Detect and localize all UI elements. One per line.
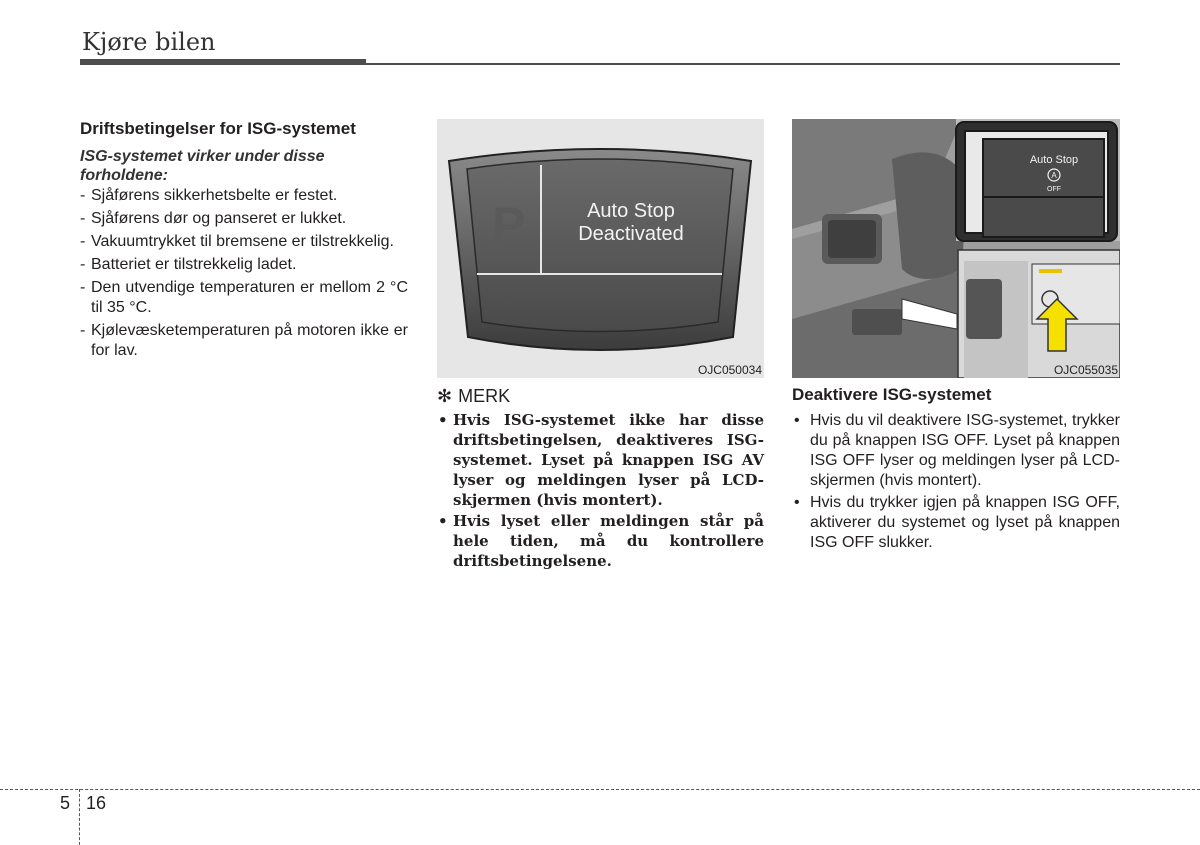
- operating-conditions-section: [80, 118, 408, 364]
- list-item: - Den utvendige temperaturen er mellom 2 °C til 35 °C.: [80, 278, 408, 318]
- note-box: [437, 386, 764, 572]
- cluster-display-illustration: [437, 119, 764, 378]
- header-rule-thin: [366, 63, 1120, 65]
- section-heading: Deaktivere ISG-systemet: [792, 385, 992, 404]
- section-subheading: ISG-systemet virker under disse forholdene:: [80, 148, 325, 184]
- section-number: 5: [60, 793, 71, 813]
- note-title: MERK: [458, 386, 511, 406]
- dashboard-button-figure: [792, 119, 1120, 378]
- display-line-2: Deactivated: [578, 223, 684, 245]
- note-list: [437, 410, 764, 571]
- list-item: - Sjåførens dør og panseret er lukket.: [80, 209, 408, 229]
- figure-code: OJC050034: [697, 363, 762, 377]
- deactivate-section: [792, 384, 1120, 555]
- conditions-list: [80, 186, 408, 361]
- footer-divider: [79, 789, 80, 845]
- dashboard-illustration: [792, 119, 1120, 378]
- figure-code: OJC055035: [1053, 363, 1118, 377]
- list-item: • Hvis lyset eller meldingen står på hele tiden, må du kontrollere driftsbetingelsene.: [437, 511, 764, 571]
- list-item: - Vakuumtrykket til bremsene er tilstrekkelig.: [80, 232, 408, 252]
- section-heading: Driftsbetingelser for ISG-systemet: [80, 119, 356, 138]
- inset-label: Auto Stop: [1029, 154, 1079, 166]
- note-heading: [437, 386, 764, 407]
- list-item: • Hvis du vil deaktivere ISG-systemet, trykker du på knappen ISG OFF. Lyset på knappen ISG OFF lyser og meldingen lyser på LCD-skjermen (hvis montert).: [792, 411, 1120, 491]
- asterisk-icon: ✻: [437, 386, 453, 406]
- deactivate-list: [792, 411, 1120, 553]
- list-item: - Kjølevæsketemperaturen på motoren ikke er for lav.: [80, 321, 408, 361]
- inset-icon-sub: OFF: [1047, 186, 1061, 193]
- cluster-display-figure: [437, 119, 764, 378]
- footer-rule: [0, 789, 1200, 790]
- running-header: Kjøre bilen: [82, 28, 216, 56]
- list-item: • Hvis ISG-systemet ikke har disse driftsbetingelsen, deaktiveres ISG-systemet. Lyset på knappen ISG AV lyser og meldingen lyser på LCD-skjermen (hvis montert).: [437, 410, 764, 510]
- inset-icon-letter: A: [1051, 171, 1057, 180]
- list-item: - Sjåførens sikkerhetsbelte er festet.: [80, 186, 408, 206]
- page-number: 16: [86, 793, 107, 813]
- header-rule-thick: [80, 59, 366, 65]
- list-item: • Hvis du trykker igjen på knappen ISG OFF, aktiverer du systemet og lyset på knappen ISG OFF slukker.: [792, 493, 1120, 553]
- list-item: - Batteriet er tilstrekkelig ladet.: [80, 255, 408, 275]
- gear-letter: P: [492, 197, 526, 253]
- display-line-1: Auto Stop: [587, 200, 675, 222]
